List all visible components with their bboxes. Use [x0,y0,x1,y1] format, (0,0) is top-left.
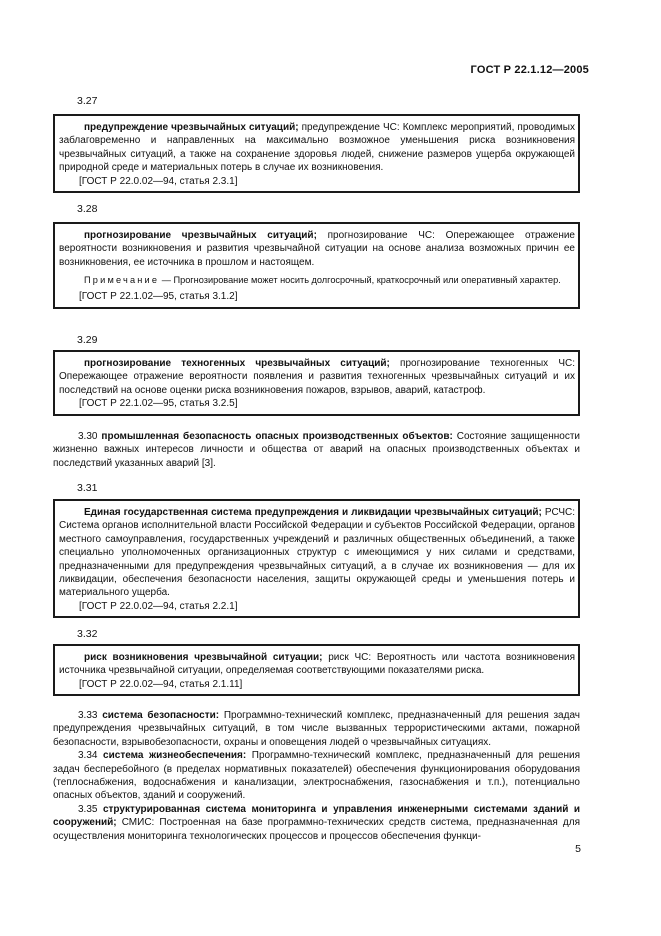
definition: прогнозирование техногенных ЧС: Опережающее отражение вероятности появления и развития техногенных чрезвычайных ситуаций и их последствий на основе оценки риска возникновения пожаров, взрывов, аварий, катастроф. [59,358,575,396]
note-label: Примечание [84,275,160,286]
source-reference: [ГОСТ Р 22.0.02—94, статья 2.2.1] [79,600,238,612]
note-text: — Прогнозирование может носить долгосрочный, краткосрочный или оперативный характер. [159,275,561,286]
definition-text [59,229,575,269]
entry-number-3-28: 3.28 [77,203,98,215]
definition-box-3-32 [53,644,580,696]
document-header: ГОСТ Р 22.1.12—2005 [470,64,589,76]
definition-box-3-31 [53,499,580,618]
term: риск возникновения чрезвычайной ситуации; [84,652,323,663]
entry-number: 3.33 [78,710,98,721]
definition: Программно-технический комплекс, предназначенный для решения задач бесперебойного (в пределах нормативных показателей) обеспечения функционирования оборудования (теплоснабжения, водоснабжения и канализации, электроснабжения, газоснабжения и т.п.), потенциально опасных объектов, зданий и сооружений. [53,750,580,802]
entry-number: 3.35 [78,803,98,815]
entry-number-3-29: 3.29 [77,334,98,346]
definition: прогнозирование ЧС: Опережающее отражение вероятности возникновения и развития чрезвычайной ситуации на основе анализа возможных причин ее возникновения, ее источника в прошлом и настоящем. [59,230,575,268]
definition-text [59,651,575,678]
paragraph-3-35 [53,803,580,843]
term: Единая государственная система предупреждения и ликвидации чрезвычайных ситуаций; [84,507,542,518]
paragraph-3-30 [53,430,580,470]
entry-number-3-27: 3.27 [77,95,98,107]
term: предупреждение чрезвычайных ситуаций; [84,122,299,133]
source-reference: [ГОСТ Р 22.1.02—95, статья 3.2.5] [79,398,238,410]
entry-number-3-31: 3.31 [77,482,98,494]
term: система безопасности: [102,710,220,721]
definition-box-3-28 [53,222,580,309]
term: структурированная система мониторинга и управления инженерными системами зданий и сооружений; [53,803,581,829]
definition-text [59,121,575,175]
definition-box-3-29 [53,350,580,416]
source-reference: [ГОСТ Р 22.0.02—94, статья 2.3.1] [79,175,238,187]
entry-number: 3.30 [78,431,98,442]
entry-number-3-32: 3.32 [77,628,98,640]
term: промышленная безопасность опасных производственных объектов: [101,431,453,442]
source-reference: [ГОСТ Р 22.0.02—94, статья 2.1.11] [79,678,243,690]
definition: РСЧС: Система органов исполнительной власти Российской Федерации и субъектов Российской Федерации, органов местного самоуправления, государственных учреждений и различных общественных объединений, а также специально уполномоченных организационных структур с имеющимися у них силами и средствами, предназначенными для предупреждения чрезвычайных ситуаций, а в случае их возникновения — для их ликвидации, обеспечения безопасности населения, защиты окружающей среды и уменьшения потерь и материального ущерба. [59,507,576,599]
page-number: 5 [575,843,581,855]
term: система жизнеобеспечения: [103,750,247,762]
definition: Программно-технический комплекс, предназначенный для решения задач предупреждения чрезвычайных ситуаций, в том числе вызванных террористическими актами, пожарной безопасности, взрывобезопасности, охраны и оповещения людей о чрезвычайных ситуациях. [53,710,581,748]
term: прогнозирование техногенных чрезвычайных ситуаций; [84,358,390,369]
definition-text [59,506,575,600]
paragraph-3-33 [53,709,580,749]
definition: риск ЧС: Вероятность или частота возникновения источника чрезвычайной ситуации, определяемая соответствующими показателями риска. [59,652,575,677]
paragraph-3-34 [53,749,580,803]
definition: СМИС: Построенная на базе программно-технических средств система, предназначенная для осуществления мониторинга технологических процессов и процессов обеспечения функци- [53,817,580,842]
paragraphs-3-33-to-3-35 [53,709,580,843]
definition: Состояние защищенности жизненно важных интересов личности и общества от аварий на опасных производственных объектах и последствий указанных аварий [3]. [53,431,580,469]
definition-text [59,357,575,397]
definition: предупреждение ЧС: Комплекс мероприятий, проводимых заблаговременно и направленных на максимально возможное уменьшения риска возникновения чрезвычайных ситуаций, а также на сохранение здоровья людей, снижение размеров ущерба окружающей природной среде и материальных потерь в случае их возникновения. [59,122,575,174]
term: прогнозирование чрезвычайных ситуаций; [84,230,317,241]
definition-box-3-27 [53,114,580,193]
entry-number: 3.34 [78,750,98,762]
source-reference: [ГОСТ Р 22.1.02—95, статья 3.1.2] [79,291,238,303]
note [59,273,575,287]
